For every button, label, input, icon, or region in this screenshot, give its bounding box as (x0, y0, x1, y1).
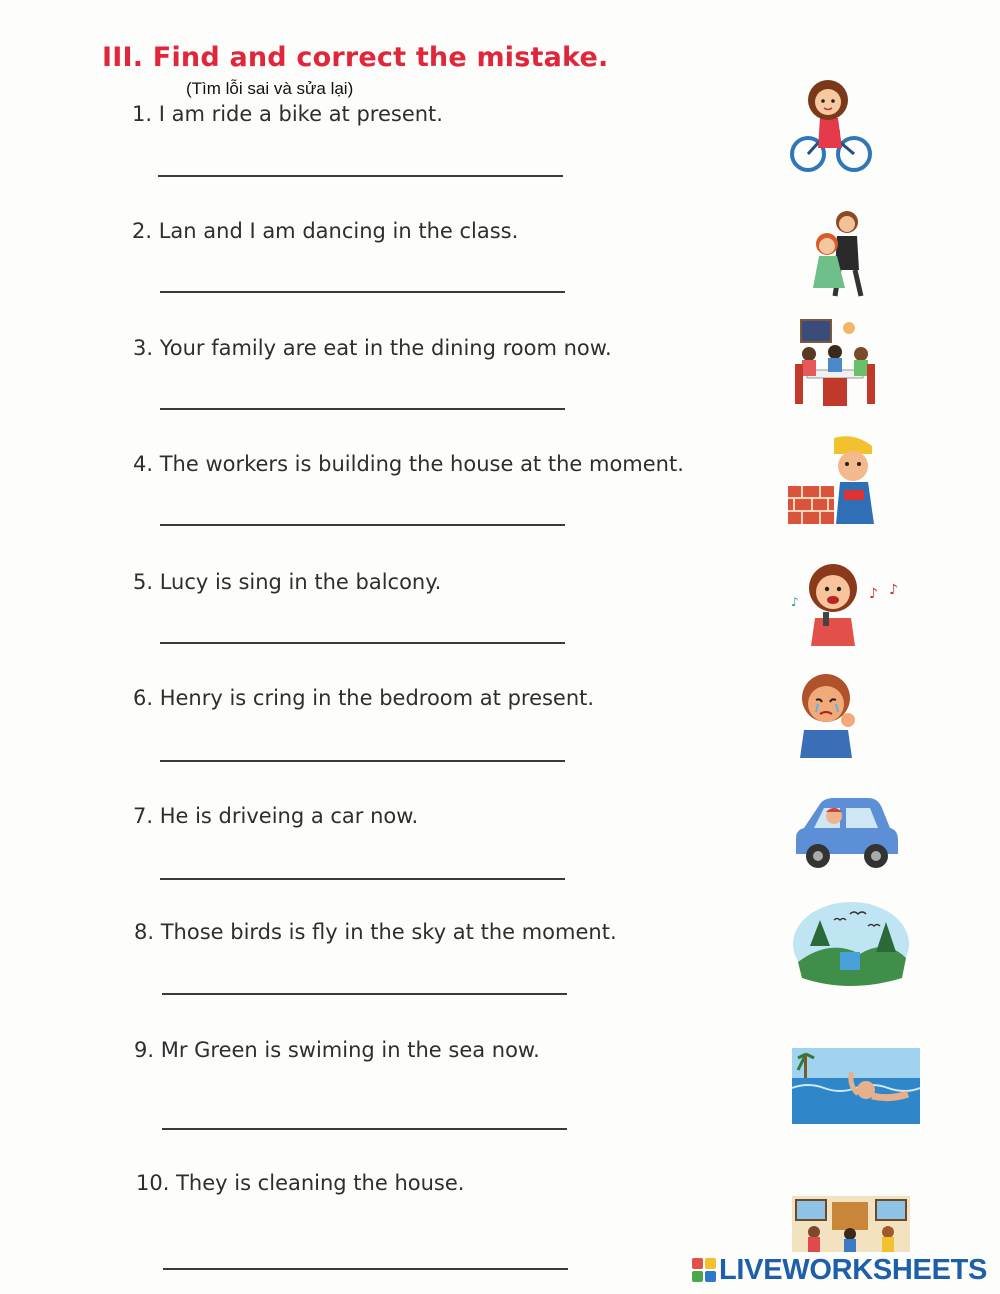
answer-line-8[interactable] (162, 993, 567, 995)
boy-crying-icon (792, 672, 864, 758)
svg-text:♪: ♪ (869, 586, 878, 602)
birds-landscape-icon (790, 898, 912, 990)
question-8: 8. Those birds is fly in the sky at the moment. (134, 920, 617, 944)
logo-grid-icon (692, 1258, 716, 1282)
family-dining-icon (787, 318, 881, 410)
boy-driving-car-icon (790, 794, 900, 874)
man-swimming-sea-icon (792, 1048, 920, 1124)
question-2: 2. Lan and I am dancing in the class. (132, 219, 519, 243)
logo-text: LIVEWORKSHEETS (719, 1253, 988, 1286)
question-7: 7. He is driveing a car now. (133, 804, 419, 828)
question-1: 1. I am ride a bike at present. (132, 102, 443, 126)
answer-line-1[interactable] (158, 175, 563, 177)
question-10: 10. They is cleaning the house. (136, 1171, 465, 1195)
svg-text:♪: ♪ (889, 582, 898, 598)
answer-line-6[interactable] (160, 760, 565, 762)
answer-line-3[interactable] (160, 408, 565, 410)
girl-riding-bike-icon (784, 74, 872, 176)
girl-singing-icon (789, 562, 907, 648)
family-cleaning-house-icon (792, 1196, 910, 1252)
question-6: 6. Henry is cring in the bedroom at present. (133, 686, 595, 710)
couple-dancing-icon (805, 208, 877, 300)
answer-line-9[interactable] (162, 1128, 567, 1130)
worksheet-title: III. Find and correct the mistake. (102, 42, 609, 73)
question-9: 9. Mr Green is swiming in the sea now. (134, 1038, 540, 1062)
answer-line-7[interactable] (160, 878, 565, 880)
question-4: 4. The workers is building the house at the moment. (133, 452, 684, 476)
liveworksheets-logo[interactable] (692, 1253, 987, 1287)
answer-line-5[interactable] (160, 642, 565, 644)
worksheet-subtitle: (Tìm lỗi sai và sửa lại) (186, 79, 354, 98)
answer-line-10[interactable] (163, 1268, 568, 1270)
answer-line-4[interactable] (160, 524, 565, 526)
answer-line-2[interactable] (160, 291, 565, 293)
question-5: 5. Lucy is sing in the balcony. (133, 570, 442, 594)
worker-building-wall-icon (786, 434, 886, 526)
svg-text:♪: ♪ (791, 595, 799, 609)
question-3: 3. Your family are eat in the dining room now. (133, 336, 612, 360)
